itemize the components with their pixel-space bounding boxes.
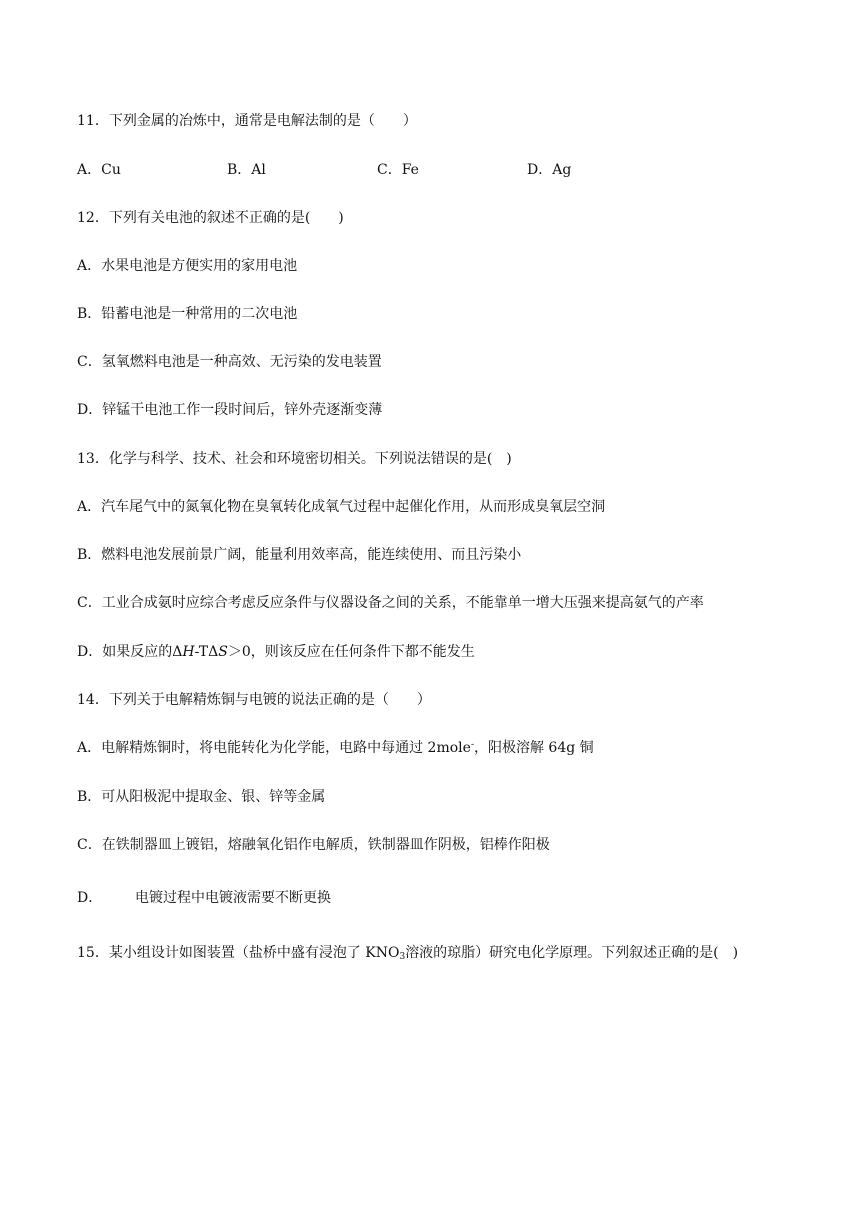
q14-a-prefix: A．电解精炼铜时，将电能转化为化学能，电路中每通过 2mole (77, 740, 471, 756)
q14-a-superscript: - (470, 740, 474, 750)
question-13-option-b: B．燃料电池发展前景广阔，能量利用效率高，能连续使用、而且污染小 (77, 547, 522, 563)
question-14-stem: 14．下列关于电解精炼铜与电镀的说法正确的是（ ） (77, 692, 431, 708)
question-14-option-d (77, 889, 777, 907)
question-13-option-a: A．汽车尾气中的氮氧化物在臭氧转化成氧气过程中起催化作用，从而形成臭氧层空洞 (77, 499, 606, 515)
q13-d-prefix: D．如果反应的Δ (77, 644, 183, 660)
question-11-stem: 11．下列金属的冶炼中，通常是电解法制的是（ ） (77, 113, 417, 129)
q13-d-h: H (182, 644, 195, 660)
question-13-option-d (77, 643, 475, 661)
question-13-option-c: C．工业合成氨时应综合考虑反应条件与仪器设备之间的关系，不能靠单一增大压强来提高氨气的产率 (77, 595, 704, 611)
q13-d-mid: -TΔ (194, 644, 219, 660)
question-12-stem: 12．下列有关电池的叙述不正确的是( ) (77, 210, 344, 226)
q15-stem-subscript: 3 (399, 952, 406, 962)
q14-d-label: D． (77, 890, 103, 906)
question-11-options (77, 161, 777, 179)
q13-d-s: S (218, 644, 228, 660)
q15-stem-prefix: 15．某小组设计如图装置（盐桥中盛有浸泡了 KNO (77, 945, 400, 961)
question-15-stem (77, 944, 738, 962)
q14-d-text: 电镀过程中电镀液需要不断更换 (135, 890, 331, 906)
question-14-option-b: B．可从阳极泥中提取金、银、锌等金属 (77, 789, 326, 805)
question-12-option-a: A．水果电池是方便实用的家用电池 (77, 258, 298, 274)
question-12-option-c: C．氢氧燃料电池是一种高效、无污染的发电装置 (77, 354, 382, 370)
question-13-stem: 13．化学与科学、技术、社会和环境密切相关。下列说法错误的是( ) (77, 451, 512, 467)
q13-d-suffix: ＞0，则该反应在任何条件下都不能发生 (227, 644, 475, 660)
question-12-option-d: D．锌锰干电池工作一段时间后，锌外壳逐渐变薄 (77, 402, 383, 418)
question-14-option-a (77, 739, 594, 757)
question-11-option-d: D．Ag (527, 162, 572, 178)
question-11-option-a: A．Cu (77, 162, 121, 178)
question-12-option-b: B．铅蓄电池是一种常用的二次电池 (77, 306, 298, 322)
q15-stem-suffix: 溶液的琼脂）研究电化学原理。下列叙述正确的是( ) (405, 945, 739, 961)
question-11-option-b: B．Al (227, 162, 266, 178)
question-14-option-c: C．在铁制器皿上镀铝，熔融氧化铝作电解质，铁制器皿作阴极，铝棒作阳极 (77, 837, 550, 853)
question-11-option-c: C．Fe (377, 162, 419, 178)
q14-a-suffix: ，阳极溶解 64g 铜 (473, 740, 594, 756)
